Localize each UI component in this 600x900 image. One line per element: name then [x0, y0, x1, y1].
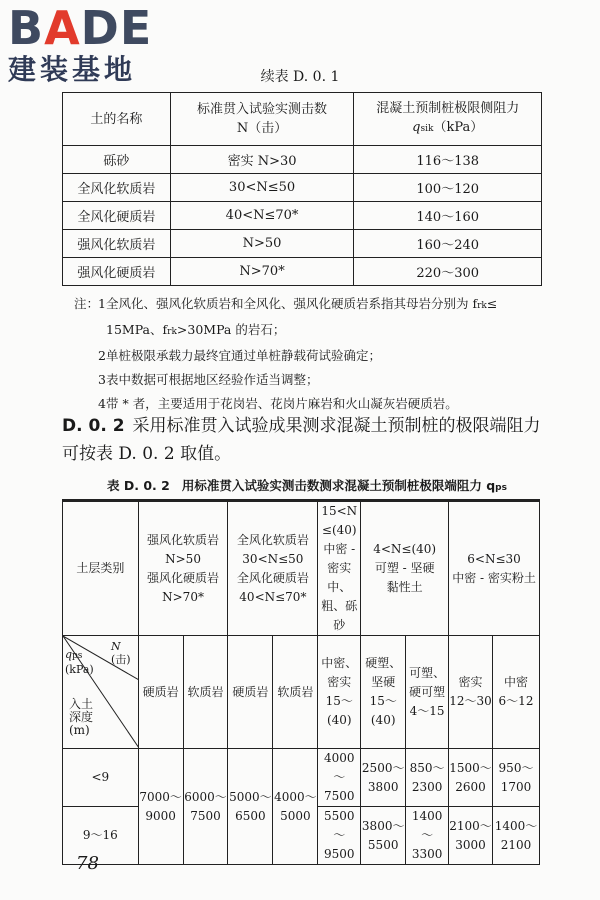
sub-hard-clay: 硬塑、 坚硬 15～ (40) [361, 636, 406, 749]
sub-hard-rock-2: 硬质岩 [228, 636, 273, 749]
header-clay: 4<N≤(40) 可塑 - 坚硬 黏性土 [361, 502, 449, 636]
table-row [63, 749, 540, 807]
header-side-resistance: 混凝土预制桩极限侧阻力 qsik（kPa） [354, 93, 542, 146]
diagonal-header-cell [63, 636, 139, 749]
cell-soil-name: 砾砂 [63, 146, 171, 174]
table-row [63, 174, 542, 202]
value-cell: 2500～ 3800 [361, 749, 406, 807]
cell-spt-count: 30<N≤50 [170, 174, 354, 202]
header-silt: 6<N≤30 中密 - 密实粉土 [449, 502, 540, 636]
cell-spt-count: 密实 N>30 [170, 146, 354, 174]
continued-table-title: 续表 D. 0. 1 [260, 69, 340, 85]
note-item-1: 注： 1 全风化、强风化软质岩和全风化、强风化硬质岩系指其母岩分别为 frk≤ 15MPa、frk>30MPa 的岩石； [74, 296, 498, 337]
cell-side-resistance: 140～160 [354, 202, 542, 230]
cell-side-resistance: 160～240 [354, 230, 542, 258]
cell-side-resistance: 100～120 [354, 174, 542, 202]
value-cell: 5500～ 9500 [318, 807, 361, 865]
value-cell: 2100～ 3000 [449, 807, 493, 865]
depth-label: <9 [63, 749, 139, 807]
header-strong-weathered: 强风化软质岩 N>50 强风化硬质岩 N>70* [138, 502, 228, 636]
header-fully-weathered: 全风化软质岩 30<N≤50 全风化硬质岩 40<N≤70* [228, 502, 318, 636]
clause-text: 采用标准贯入试验成果测求混凝土预制桩的极限端阻力可按表 D. 0. 2 取值。 [62, 416, 541, 464]
depth-label: 9～16 [63, 807, 139, 865]
page-number: 78 [76, 853, 99, 874]
sub-medium-silt: 中密 6～12 [493, 636, 540, 749]
clause-d02 [62, 412, 552, 468]
header-soil-category: 土层类别 [63, 502, 139, 636]
table-group-header-row [63, 502, 540, 636]
value-cell: 5000～ 6500 [228, 749, 273, 865]
value-cell: 3800～ 5500 [361, 807, 406, 865]
value-cell: 950～ 1700 [493, 749, 540, 807]
value-cell: 1500～ 2600 [449, 749, 493, 807]
value-cell: 1400～ 3300 [406, 807, 449, 865]
table-row [63, 146, 542, 174]
note-item-4: 4 带 * 者，主要适用于花岗岩、花岗片麻岩和火山凝灰岩硬质岩。 [98, 396, 458, 411]
cell-soil-name: 强风化软质岩 [63, 230, 171, 258]
logo-subtitle: 建装基地 [8, 53, 137, 86]
sub-dense-silt: 密实 12～30 [449, 636, 493, 749]
table-d02 [62, 501, 540, 865]
value-cell: 1400～ 2100 [493, 807, 540, 865]
cell-spt-count: N>50 [170, 230, 354, 258]
cell-side-resistance: 116～138 [354, 146, 542, 174]
sub-soft-rock: 软质岩 [183, 636, 228, 749]
cell-spt-count: N>70* [170, 258, 354, 286]
table-header-row [63, 93, 542, 146]
cell-soil-name: 全风化软质岩 [63, 174, 171, 202]
header-gravel-sand: 15<N ≤(40) 中密 - 密实中、 粗、砾砂 [318, 502, 361, 636]
header-spt-count: 标准贯入试验实测击数 N（击） [170, 93, 354, 146]
diag-label-depth: 入土 深度 (m) [69, 697, 94, 737]
value-cell: 4000～ 5000 [273, 749, 318, 865]
value-cell: 850～ 2300 [406, 749, 449, 807]
value-cell: 6000～ 7500 [183, 749, 228, 865]
header-soil-name: 土的名称 [63, 93, 171, 146]
table-d01-continued [62, 92, 542, 286]
sub-dense-sand: 中密、 密实 15～ (40) [318, 636, 361, 749]
table-row [63, 202, 542, 230]
cell-spt-count: 40<N≤70* [170, 202, 354, 230]
diag-label-q: qps (kPa) [65, 648, 94, 676]
table-row [63, 230, 542, 258]
sub-plastic-clay: 可塑、 硬可塑 4～15 [406, 636, 449, 749]
table-subheader-row [63, 636, 540, 749]
sub-hard-rock: 硬质岩 [138, 636, 183, 749]
value-cell: 4000～ 7500 [318, 749, 361, 807]
note-item-2: 2 单桩极限承载力最终宜通过单桩静载荷试验确定； [98, 348, 382, 363]
clause-number: D. 0. 2 [62, 416, 125, 436]
cell-side-resistance: 220～300 [354, 258, 542, 286]
table-notes [74, 292, 554, 416]
table-d02-title: 表 D. 0. 2 用标准贯入试验实测击数测求混凝土预制桩极限端阻力 qps [107, 478, 507, 493]
diag-label-n: N (击) [111, 640, 131, 666]
note-item-3: 3 表中数据可根据地区经验作适当调整； [98, 372, 319, 387]
table-row [63, 258, 542, 286]
value-cell: 7000～ 9000 [138, 749, 183, 865]
logo-wordmark: BADE [8, 1, 153, 55]
cell-soil-name: 强风化硬质岩 [63, 258, 171, 286]
sub-soft-rock-2: 软质岩 [273, 636, 318, 749]
cell-soil-name: 全风化硬质岩 [63, 202, 171, 230]
